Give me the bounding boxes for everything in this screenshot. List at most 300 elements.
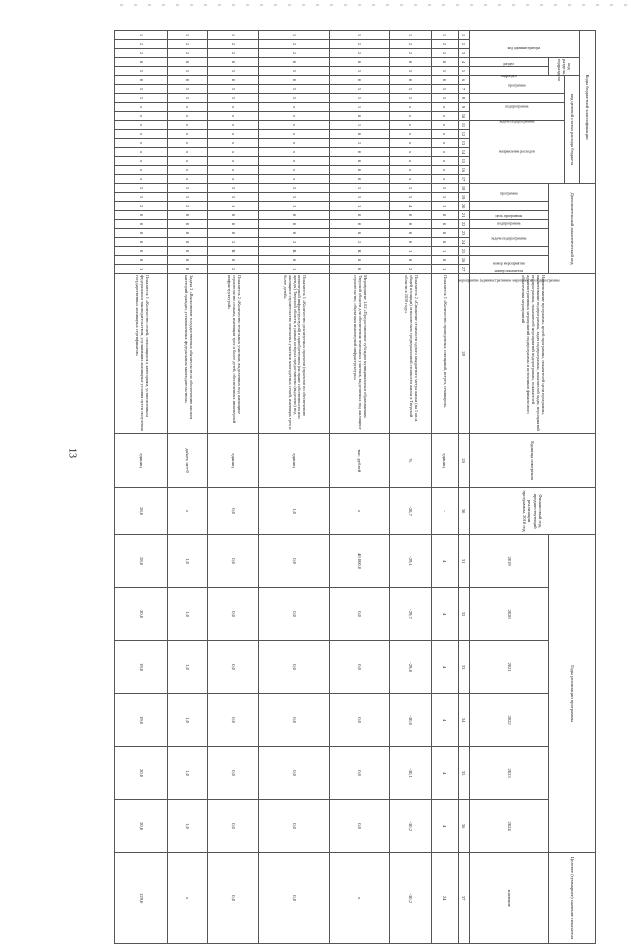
code-cell: 0 [115, 229, 168, 238]
column-number: 19 [458, 193, 469, 202]
code-cell: 0 [168, 238, 208, 247]
year-value: 0,0 [259, 535, 330, 588]
target-value: 129,0 [115, 853, 168, 944]
code-cell: 5 [389, 85, 431, 94]
column-number: 15 [458, 157, 469, 166]
code-cell: 5 [330, 85, 390, 94]
code-cell: 0 [168, 256, 208, 265]
column-number: 1 [458, 31, 469, 40]
column-number: 16 [458, 166, 469, 175]
code-cell: х [431, 121, 458, 130]
year-value: -30,1 [389, 747, 431, 800]
year-value: 0,0 [259, 747, 330, 800]
code-cell: 0 [259, 256, 330, 265]
code-cell: 0 [168, 229, 208, 238]
code-cell: 2 [208, 265, 259, 274]
code-cell: х [431, 112, 458, 121]
column-number: 28 [458, 274, 469, 434]
code-cell: 0 [330, 229, 390, 238]
year-value: 1,0 [168, 747, 208, 800]
ac-subprogram-header: подпрограмма [469, 211, 549, 220]
year-value: 20,0 [115, 800, 168, 853]
code-cell: 1 [389, 31, 431, 40]
code-cell: 0 [431, 256, 458, 265]
code-cell: 5 [259, 67, 330, 76]
code-cell: х [389, 175, 431, 184]
year-value: 0,0 [208, 641, 259, 694]
code-cell: 0 [431, 76, 458, 85]
code-cell: 0 [115, 247, 168, 256]
code-cell: 0 [431, 58, 458, 67]
column-number: 26 [458, 256, 469, 265]
target-value: х [168, 853, 208, 944]
base-year-value: 0,0 [208, 488, 259, 535]
target-value-subheader: значение [469, 853, 549, 944]
column-number: 31 [458, 535, 469, 588]
code-cell: 5 [115, 193, 168, 202]
code-cell: 1 [115, 31, 168, 40]
year-2023-header: 2023 [469, 747, 549, 800]
code-cell: 0 [330, 175, 390, 184]
code-cell: х [115, 157, 168, 166]
code-cell: х [115, 166, 168, 175]
code-cell: 2 [168, 40, 208, 49]
unit-cell: тыс. рублей [330, 434, 390, 488]
code-cell: 0 [259, 211, 330, 220]
code-cell: х [431, 103, 458, 112]
code-cell: 5 [208, 193, 259, 202]
code-cell: х [259, 139, 330, 148]
code-cell: 0 [168, 265, 208, 274]
cs-subprogram-header: подпрограмма [469, 94, 564, 103]
indicator-name: Задача 2 «Выполнение государственных обязательств по обеспечению жильем категорий граждан, установленных федеральным законодательством» [168, 274, 208, 434]
ac-program-header: программа [469, 184, 549, 202]
code-cell: 0 [115, 238, 168, 247]
table-row [168, 31, 208, 944]
column-number: 9 [458, 103, 469, 112]
code-cell: 1 [330, 121, 390, 130]
code-cell: 0 [208, 211, 259, 220]
year-value: 40 000,0 [330, 535, 390, 588]
year-value: 28,0 [115, 535, 168, 588]
column-number: 4 [458, 58, 469, 67]
ac-indicator-header: номер показателя [469, 256, 549, 274]
unit-cell: единиц [259, 434, 330, 488]
code-cell: 0 [168, 76, 208, 85]
column-number: 8 [458, 94, 469, 103]
code-cell: 5 [330, 184, 390, 193]
years-header: Годы реализации программы [549, 535, 596, 853]
code-cell: 2 [259, 238, 330, 247]
year-value: 0,0 [208, 694, 259, 747]
code-cell: 5 [208, 85, 259, 94]
column-number: 21 [458, 211, 469, 220]
code-cell: 5 [168, 184, 208, 193]
base-year-value: 28,0 [115, 488, 168, 535]
year-value: 0,0 [330, 800, 390, 853]
year-value: 0,0 [330, 641, 390, 694]
code-cell: 1 [208, 202, 259, 211]
code-cell: 0 [431, 238, 458, 247]
code-cell: х [208, 130, 259, 139]
code-cell: 2 [208, 49, 259, 58]
year-value: 1,0 [168, 588, 208, 641]
column-number: 11 [458, 121, 469, 130]
ac-event-header: мероприятие (административное мероприятие) подпрограммы [469, 229, 549, 247]
code-cell: 5 [431, 85, 458, 94]
code-cell: 1 [259, 265, 330, 274]
year-value: -29,8 [389, 641, 431, 694]
year-value: 4 [431, 641, 458, 694]
code-cell: х [259, 103, 330, 112]
year-value: 0,0 [330, 747, 390, 800]
column-number: 24 [458, 238, 469, 247]
code-cell: 0 [330, 256, 390, 265]
target-value: х [330, 853, 390, 944]
code-cell: 2 [208, 40, 259, 49]
code-cell: К [208, 247, 259, 256]
code-cell: 0 [389, 229, 431, 238]
code-cell: 1 [431, 31, 458, 40]
target-value: -30,2 [389, 853, 431, 944]
cs-direction-header: направление расходов [469, 121, 564, 184]
cs-task-header: задача подпрограммы [469, 103, 564, 121]
column-number: 30 [458, 488, 469, 535]
code-cell: 5 [168, 193, 208, 202]
code-cell: х [115, 139, 168, 148]
code-cell: 2 [115, 49, 168, 58]
year-value: 0,0 [330, 694, 390, 747]
code-cell: х [389, 139, 431, 148]
code-cell: 0 [208, 256, 259, 265]
code-cell: 0 [330, 211, 390, 220]
code-cell: 2 [168, 202, 208, 211]
program-indicators-table [114, 30, 596, 944]
year-value: -30,0 [389, 694, 431, 747]
code-cell: х [208, 148, 259, 157]
code-cell: 2 [330, 49, 390, 58]
code-cell: х [431, 175, 458, 184]
code-cell: 0 [208, 220, 259, 229]
code-cell: 5 [431, 184, 458, 193]
code-cell: 0 [168, 220, 208, 229]
code-cell: 2 [259, 49, 330, 58]
code-cell: 0 [168, 247, 208, 256]
code-cell: х [168, 157, 208, 166]
column-number: 3 [458, 49, 469, 58]
code-cell: 1 [208, 31, 259, 40]
code-cell: 5 [168, 85, 208, 94]
code-cell: 1 [389, 247, 431, 256]
code-cell: х [389, 103, 431, 112]
base-year-value: х [168, 488, 208, 535]
code-cell: х [208, 121, 259, 130]
code-cell: х [208, 103, 259, 112]
column-number: 6 [458, 76, 469, 85]
year-value: 0,0 [208, 588, 259, 641]
rzpr-header: код раздела, подраздела [549, 58, 580, 76]
code-cell: 0 [115, 220, 168, 229]
year-value: -30,2 [389, 800, 431, 853]
code-cell: 5 [208, 184, 259, 193]
column-number: 32 [458, 588, 469, 641]
code-cell: 0 [389, 220, 431, 229]
code-cell: 5 [115, 94, 168, 103]
year-value: 1,0 [168, 641, 208, 694]
column-number: 7 [458, 85, 469, 94]
ac-task-header: задача подпрограммы [469, 220, 549, 229]
code-cell: 5 [259, 193, 330, 202]
indicator-name: Показатель 1 «Количество реализуемых проектов (проектов по обеспечению инженерной инфраструктурой) в приобретенном (на праве собственности или аренды) Тверской области, в рамках которых предоставлено (выделено) под жилищное строительство земельных участков многодетных семей, имеющих трех и более детей» [259, 274, 330, 434]
pr-header: подраздел [469, 67, 549, 76]
code-cell: 5 [259, 85, 330, 94]
year-value: 4 [431, 588, 458, 641]
code-cell: х [168, 166, 208, 175]
code-cell: х [259, 175, 330, 184]
code-cell: 0 [168, 211, 208, 220]
code-cell: х [259, 148, 330, 157]
year-value: 19,0 [115, 641, 168, 694]
code-cell: 5 [389, 94, 431, 103]
code-cell: х [389, 121, 431, 130]
code-cell: 5 [259, 94, 330, 103]
column-number: 35 [458, 747, 469, 800]
code-cell: х [115, 175, 168, 184]
code-cell: х [208, 139, 259, 148]
code-cell: 1 [431, 202, 458, 211]
column-number: 12 [458, 130, 469, 139]
year-value: 0,0 [208, 800, 259, 853]
code-cell: 0 [431, 229, 458, 238]
code-cell: х [168, 112, 208, 121]
base-year-value: -28,7 [389, 488, 431, 535]
code-cell: 2 [389, 265, 431, 274]
code-cell: 0 [389, 211, 431, 220]
column-number: 14 [458, 148, 469, 157]
code-cell: 0 [208, 76, 259, 85]
code-cell: 0 [389, 58, 431, 67]
indicator-name: Показатель 1 «Количество семей, относящихся к категориям, установленным федеральным законодательством, улучшивших жилищные условия путем получения государственных жилищных сертификатов» [115, 274, 168, 434]
year-value: 4 [431, 694, 458, 747]
code-cell: 1 [115, 265, 168, 274]
code-cell: 1 [330, 103, 390, 112]
base-year-value: 1,0 [259, 488, 330, 535]
code-cell: х [431, 166, 458, 175]
code-cell: 5 [431, 193, 458, 202]
code-cell: 2 [259, 40, 330, 49]
code-cell: 0 [330, 148, 390, 157]
code-cell: 5 [115, 85, 168, 94]
year-value: 0,0 [208, 747, 259, 800]
target-value-header: Целевое (суммарное) значение показателя [549, 853, 596, 944]
target-value: 0,0 [208, 853, 259, 944]
unit-cell: единиц [431, 434, 458, 488]
table-row [431, 31, 458, 944]
extra-analytic-header: Дополнительный аналитический код [549, 184, 596, 274]
code-cell: 0 [330, 166, 390, 175]
year-value: -29,7 [389, 588, 431, 641]
code-cell: х [431, 157, 458, 166]
code-cell: х [431, 130, 458, 139]
code-cell: 0 [115, 211, 168, 220]
code-cell: 2 [431, 40, 458, 49]
code-cell: 0 [168, 58, 208, 67]
indicator-name: Показатель 2 «Количество земельных участков, выделенных под жилищное строительство семьям, имеющим трех и более детей, обеспеченных инженерной инфраструктурой» [208, 274, 259, 434]
code-cell: х [431, 139, 458, 148]
code-cell: 0 [431, 220, 458, 229]
year-value: 1,0 [168, 535, 208, 588]
code-cell: х [208, 175, 259, 184]
code-cell: 0 [115, 256, 168, 265]
ac-goal-header: цель программы [469, 202, 549, 211]
column-number: 27 [458, 265, 469, 274]
unit-cell: единиц [208, 434, 259, 488]
code-cell: 1 [330, 31, 390, 40]
code-cell: 5 [168, 67, 208, 76]
code-cell: х [389, 166, 431, 175]
unit-column-header: Единица измерения [469, 434, 595, 488]
code-cell: 5 [389, 184, 431, 193]
unit-cell: да/нет, нет-0 [168, 434, 208, 488]
code-cell: 5 [389, 193, 431, 202]
column-number: 25 [458, 247, 469, 256]
code-cell: 2 [389, 40, 431, 49]
page-number: 13 [66, 448, 78, 458]
column-number: 22 [458, 220, 469, 229]
code-cell: х [259, 121, 330, 130]
header-row-1 [580, 31, 596, 944]
year-2024-header: 2024 [469, 800, 549, 853]
rotated-table-container [114, 30, 596, 940]
code-cell: 2 [330, 40, 390, 49]
code-cell: х [259, 130, 330, 139]
column-number: 18 [458, 184, 469, 193]
code-cell: 2 [115, 202, 168, 211]
name-column-header: Наименование программы, целей программы, показателей цели программы, наименование подпрограммы, задач подпрограммы, показателей задач, мероприятий подпрограммы, показателей мероприятий подпрограммы, показателей административных мероприятий подпрограммы и источников финансового обеспечения мероприятий [469, 274, 595, 434]
expense-code-header: код целевой статьи расхода бюджета [565, 76, 581, 184]
year-value: -29,1 [389, 535, 431, 588]
code-cell: 0 [259, 220, 330, 229]
year-2019-header: 2019 [469, 535, 549, 588]
code-cell: 5 [168, 94, 208, 103]
code-cell: х [115, 121, 168, 130]
indicator-name: Показатель 1 «Количество проведенных совещаний, встреч, семинаров» [431, 274, 458, 434]
indicator-name: Мероприятие 1.02 «Предоставление субсидии муниципальным образованиям Тверской области для обеспечения земельных участков, выделяемых под жилищное строительство, объектами инженерной инфраструктуры» [330, 274, 390, 434]
code-cell: 2 [208, 238, 259, 247]
year-value: 20,0 [115, 747, 168, 800]
budget-codes-header: Коды бюджетной классификации [580, 31, 596, 184]
code-cell: 1 [168, 31, 208, 40]
code-cell: 0 [389, 238, 431, 247]
code-cell: 2 [115, 40, 168, 49]
code-cell: 0 [259, 76, 330, 85]
code-cell: х [115, 130, 168, 139]
code-cell: 2 [330, 139, 390, 148]
year-value: 1,0 [168, 694, 208, 747]
code-cell: 2 [168, 49, 208, 58]
unit-cell: % [389, 434, 431, 488]
code-cell: х [168, 148, 208, 157]
rz-header: раздел [469, 58, 549, 67]
code-cell: 5 [330, 193, 390, 202]
base-year-value: х [330, 488, 390, 535]
code-cell: 0 [330, 220, 390, 229]
code-cell: х [389, 130, 431, 139]
year-value: 0,0 [259, 588, 330, 641]
code-cell: 5 [115, 67, 168, 76]
ac-event-no-header: номер мероприятия [469, 247, 549, 256]
code-cell: 0 [259, 229, 330, 238]
table-row [259, 31, 330, 944]
code-cell: х [208, 157, 259, 166]
year-2022-header: 2022 [469, 694, 549, 747]
code-cell: 5 [389, 67, 431, 76]
column-number: 34 [458, 694, 469, 747]
year-value: 0,0 [259, 694, 330, 747]
column-number: 29 [458, 434, 469, 488]
table-row [115, 31, 168, 944]
column-numbers-row [458, 31, 469, 944]
code-cell: К [330, 247, 390, 256]
year-value: 19,0 [115, 694, 168, 747]
code-cell: 0 [115, 58, 168, 67]
code-cell: 2 [389, 49, 431, 58]
year-value: 4 [431, 535, 458, 588]
code-cell: К [259, 247, 330, 256]
column-number: 17 [458, 175, 469, 184]
table-body [115, 31, 459, 944]
code-cell: 1 [431, 265, 458, 274]
code-cell: 5 [431, 94, 458, 103]
code-cell: х [115, 148, 168, 157]
code-cell: х [259, 112, 330, 121]
code-cell: 0 [330, 112, 390, 121]
code-cell: х [389, 157, 431, 166]
code-cell: х [168, 130, 208, 139]
unit-cell: единиц [115, 434, 168, 488]
code-cell: 2 [330, 238, 390, 247]
column-number: 13 [458, 139, 469, 148]
year-value: 0,0 [330, 588, 390, 641]
base-year-value: - [431, 488, 458, 535]
column-number: 2 [458, 40, 469, 49]
code-cell: 0 [330, 157, 390, 166]
column-number: 5 [458, 67, 469, 76]
code-cell: х [168, 139, 208, 148]
code-cell: х [168, 121, 208, 130]
code-cell: 5 [330, 94, 390, 103]
target-value: 0,0 [259, 853, 330, 944]
code-cell: 5 [115, 184, 168, 193]
indicator-name: Показатель 2 «Снижение стоимости одного квадратного метра жилья (на 1 кв.м. общей площади) относительно среднерыночной стоимости жилья в Тверской области в 2018 году» [389, 274, 431, 434]
target-value: 24 [431, 853, 458, 944]
code-cell: 0 [330, 265, 390, 274]
code-cell: 5 [431, 67, 458, 76]
admin-code-header: код администратора [469, 31, 580, 58]
year-value: 20,0 [115, 588, 168, 641]
code-cell: 0 [115, 76, 168, 85]
code-cell: х [259, 157, 330, 166]
column-number: 10 [458, 112, 469, 121]
code-cell: 5 [208, 67, 259, 76]
code-cell: х [431, 148, 458, 157]
year-2020-header: 2020 [469, 588, 549, 641]
base-year-column-header: Финансовый год, предшествующий реализации программы, 2018 год [469, 488, 595, 535]
scan-artifact-dots [120, 4, 630, 6]
code-cell: х [389, 148, 431, 157]
code-cell: х [168, 103, 208, 112]
code-cell: 2 [431, 49, 458, 58]
